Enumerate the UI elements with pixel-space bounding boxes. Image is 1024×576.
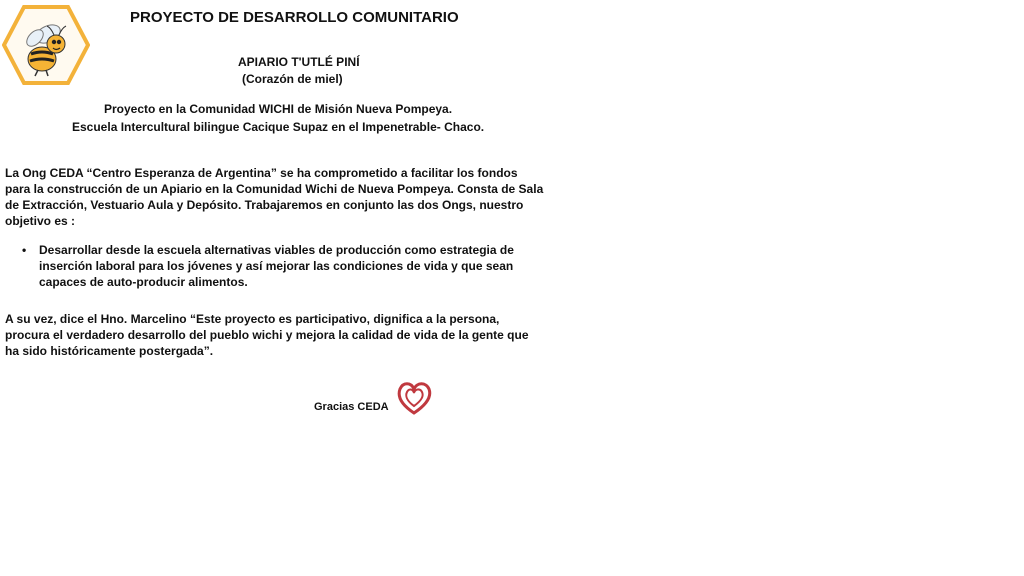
quote-paragraph: A su vez, dice el Hno. Marcelino “Este proyecto es participativo, dignifica a la persona, procura el verdadero desarrollo del pueblo wichi y mejora la calidad de vida de la gente que ha sido históricamente postergada”. [5,312,529,358]
page-title: PROYECTO DE DESARROLLO COMUNITARIO [130,9,459,26]
intro-paragraph: La Ong CEDA “Centro Esperanza de Argentina” se ha comprometido a facilitar los fondos para la construcción de un Apiario en la Comunidad Wichi de Nueva Pompeya. Consta de Sala de Extracción, Vestuario Aula y Depósito. Trabajaremos en conjunto las dos Ongs, nuestro objetivo es : [5,166,544,228]
bee-hexagon-logo-icon [2,4,90,86]
location-line-2: Escuela Intercultural bilingue Cacique Supaz en el Impenetrable- Chaco. [72,120,485,134]
apiary-name: APIARIO T'UTLÉ PINÍ [238,55,360,69]
objective-text: Desarrollar desde la escuela alternativas viables de producción como estrategia de inserción laboral para los jóvenes y así mejorar las condiciones de vida y que sean capaces de auto-producir alimentos. [39,243,514,289]
location-line-1: Proyecto en la Comunidad WICHI de Misión Nueva Pompeya. [104,102,453,116]
heart-logo-icon [396,379,432,417]
bullet-icon: • [22,243,27,257]
thanks-text: Gracias CEDA [314,401,389,413]
apiary-name-translation: (Corazón de miel) [242,72,343,86]
